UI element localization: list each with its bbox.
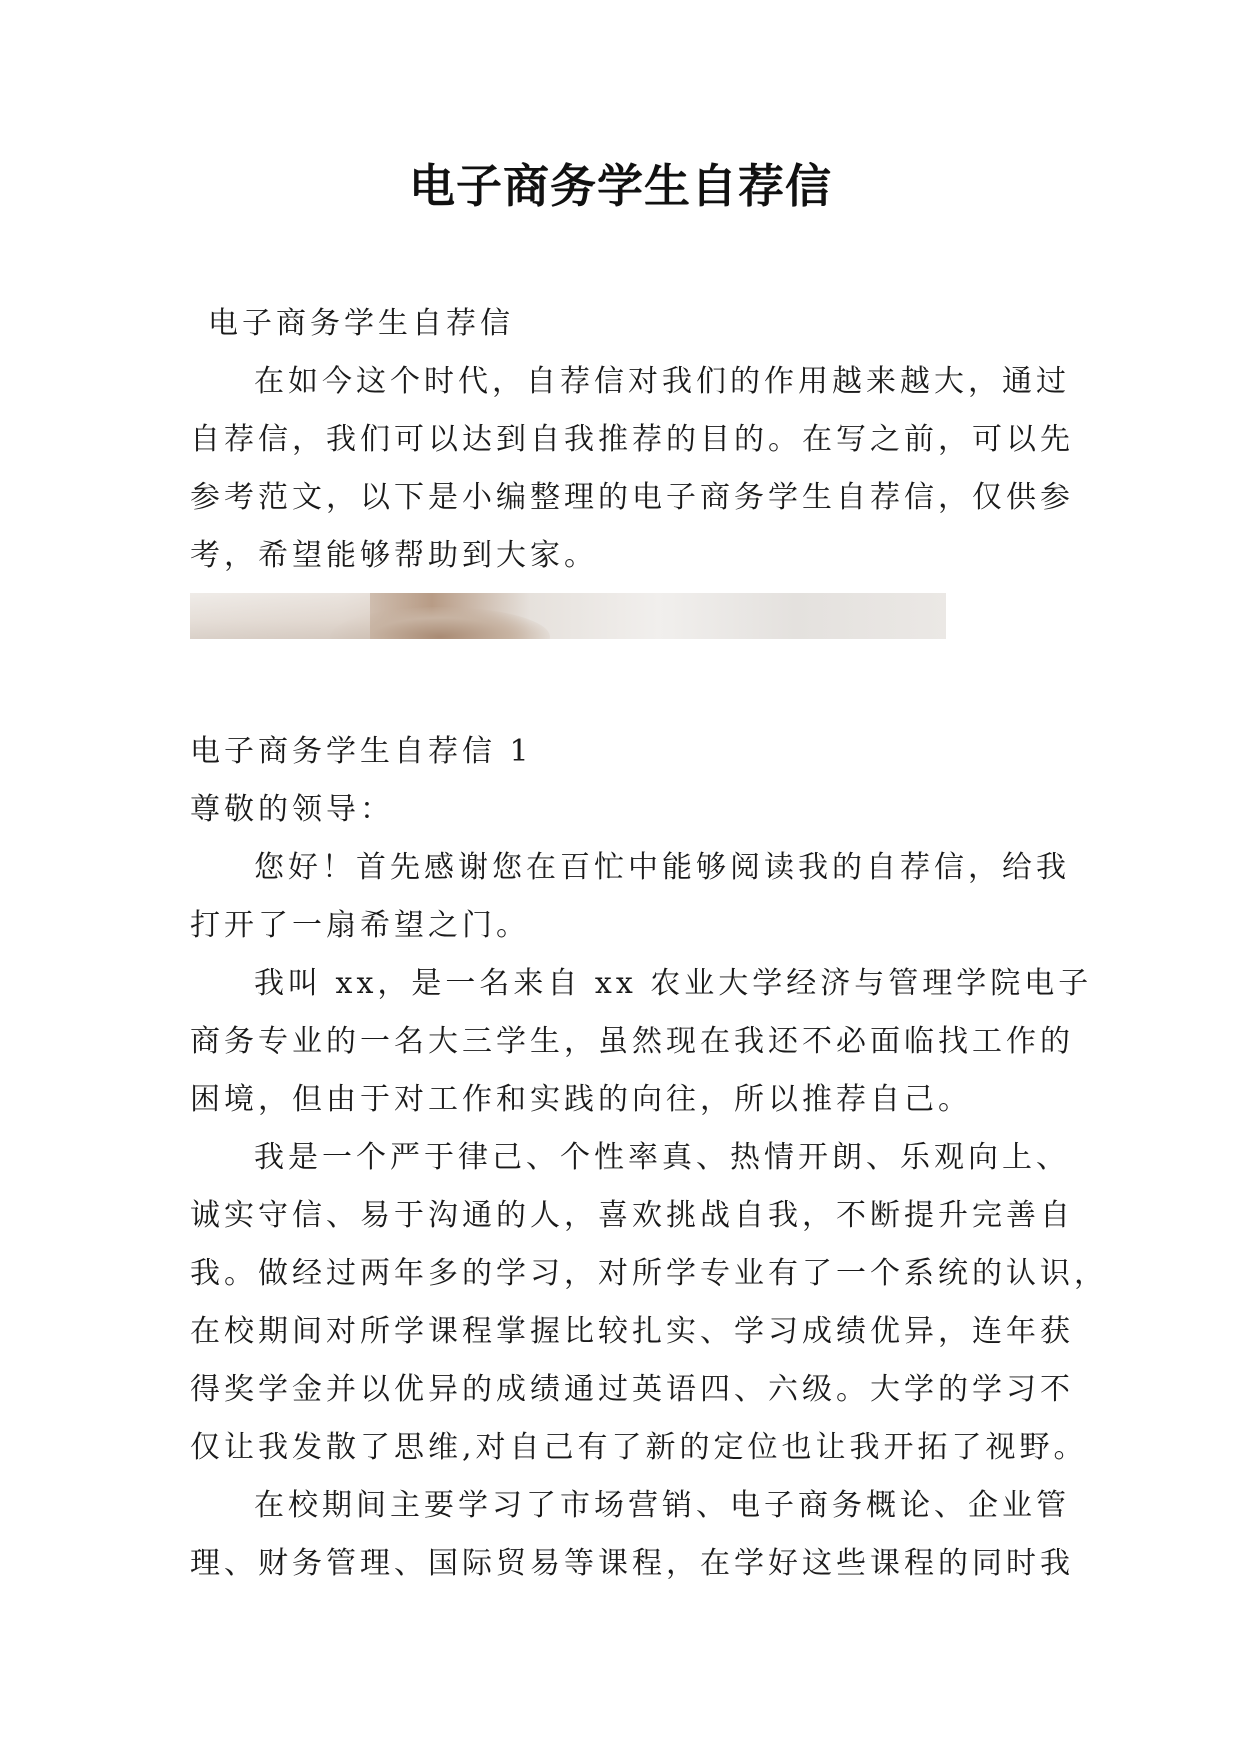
decorative-banner-image — [190, 593, 946, 639]
body-line: 我叫 xx，是一名来自 xx 农业大学经济与管理学院电子 — [254, 966, 1093, 1001]
body-line: 在校期间主要学习了市场营销、电子商务概论、企业管 — [254, 1488, 1070, 1523]
document-subtitle: 电子商务学生自荐信 — [208, 306, 514, 341]
intro-line: 考，希望能够帮助到大家。 — [190, 538, 598, 573]
body-line: 得奖学金并以优异的成绩通过英语四、六级。大学的学习不 — [190, 1372, 1074, 1407]
body-line: 打开了一扇希望之门。 — [190, 908, 530, 943]
intro-line: 自荐信，我们可以达到自我推荐的目的。在写之前，可以先 — [190, 422, 1074, 457]
body-line: 理、财务管理、国际贸易等课程，在学好这些课程的同时我 — [190, 1546, 1074, 1581]
body-line: 您好！首先感谢您在百忙中能够阅读我的自荐信，给我 — [254, 850, 1070, 885]
body-line: 困境，但由于对工作和实践的向往，所以推荐自己。 — [190, 1082, 972, 1117]
body-line: 我。做经过两年多的学习，对所学专业有了一个系统的认识， — [190, 1256, 1108, 1291]
body-line: 商务专业的一名大三学生，虽然现在我还不必面临找工作的 — [190, 1024, 1074, 1059]
intro-line: 参考范文，以下是小编整理的电子商务学生自荐信，仅供参 — [190, 480, 1074, 515]
body-line: 我是一个严于律己、个性率真、热情开朗、乐观向上、 — [254, 1140, 1070, 1175]
intro-line: 在如今这个时代，自荐信对我们的作用越来越大，通过 — [254, 364, 1070, 399]
body-line: 在校期间对所学课程掌握比较扎实、学习成绩优异，连年获 — [190, 1314, 1074, 1349]
document-body — [190, 295, 1108, 1593]
salutation: 尊敬的领导： — [190, 792, 394, 827]
section-heading: 电子商务学生自荐信 1 — [190, 734, 533, 769]
body-line: 诚实守信、易于沟通的人，喜欢挑战自我，不断提升完善自 — [190, 1198, 1074, 1233]
body-line: 仅让我发散了思维,对自己有了新的定位也让我开拓了视野。 — [190, 1430, 1088, 1465]
document-title: 电子商务学生自荐信 — [409, 159, 832, 213]
